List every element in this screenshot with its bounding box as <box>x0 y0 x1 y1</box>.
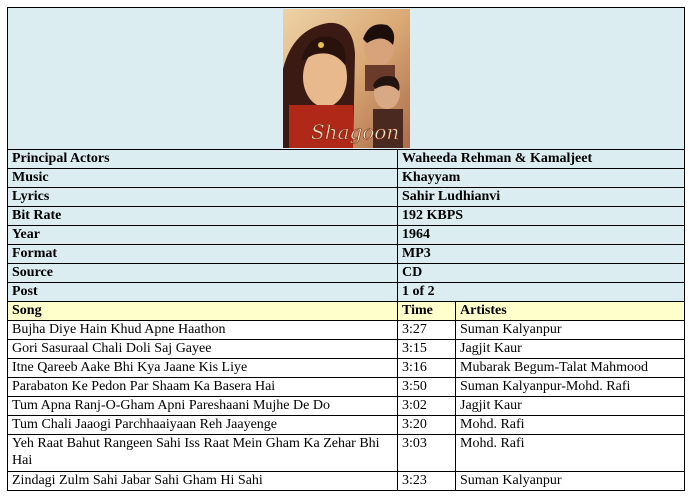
info-value: Khayyam <box>398 169 685 188</box>
song-time: 3:03 <box>398 435 456 472</box>
info-label: Bit Rate <box>8 207 398 226</box>
info-label: Music <box>8 169 398 188</box>
info-row-source <box>8 264 685 283</box>
info-row-post <box>8 283 685 302</box>
column-header-song: Song <box>8 302 398 321</box>
song-artistes: Suman Kalyanpur <box>456 321 685 340</box>
info-label: Source <box>8 264 398 283</box>
song-title: Gori Sasuraal Chali Doli Saj Gayee <box>8 340 398 359</box>
song-row <box>8 359 685 378</box>
cover-row <box>8 8 685 150</box>
song-row <box>8 435 685 472</box>
info-value: CD <box>398 264 685 283</box>
song-time: 3:02 <box>398 397 456 416</box>
info-row-year <box>8 226 685 245</box>
song-row <box>8 378 685 397</box>
info-row-format <box>8 245 685 264</box>
song-row <box>8 321 685 340</box>
info-row-principal-actors <box>8 150 685 169</box>
info-value: 1 of 2 <box>398 283 685 302</box>
song-row <box>8 340 685 359</box>
song-artistes: Jagjit Kaur <box>456 397 685 416</box>
song-title: Yeh Raat Bahut Rangeen Sahi Iss Raat Mein Gham Ka Zehar Bhi Hai <box>8 435 398 472</box>
song-artistes: Suman Kalyanpur <box>456 472 685 491</box>
album-cover-image <box>283 9 410 148</box>
song-artistes: Mohd. Rafi <box>456 435 685 472</box>
info-row-bit-rate <box>8 207 685 226</box>
info-label: Post <box>8 283 398 302</box>
info-value: MP3 <box>398 245 685 264</box>
song-artistes: Mubarak Begum-Talat Mahmood <box>456 359 685 378</box>
song-row <box>8 472 685 491</box>
column-header-artistes: Artistes <box>456 302 685 321</box>
song-time: 3:20 <box>398 416 456 435</box>
songs-header-row <box>8 302 685 321</box>
cover-title-text: Shagoon <box>310 120 399 144</box>
info-row-music <box>8 169 685 188</box>
info-label: Year <box>8 226 398 245</box>
song-row <box>8 416 685 435</box>
song-title: Bujha Diye Hain Khud Apne Haathon <box>8 321 398 340</box>
info-label: Principal Actors <box>8 150 398 169</box>
song-time: 3:27 <box>398 321 456 340</box>
song-title: Zindagi Zulm Sahi Jabar Sahi Gham Hi Sahi <box>8 472 398 491</box>
info-value: 1964 <box>398 226 685 245</box>
album-info-table <box>7 7 685 491</box>
column-header-time: Time <box>398 302 456 321</box>
song-title: Tum Apna Ranj-O-Gham Apni Pareshaani Mujhe De Do <box>8 397 398 416</box>
info-label: Lyrics <box>8 188 398 207</box>
song-time: 3:23 <box>398 472 456 491</box>
song-time: 3:50 <box>398 378 456 397</box>
song-artistes: Suman Kalyanpur-Mohd. Rafi <box>456 378 685 397</box>
song-time: 3:16 <box>398 359 456 378</box>
song-artistes: Mohd. Rafi <box>456 416 685 435</box>
song-title: Itne Qareeb Aake Bhi Kya Jaane Kis Liye <box>8 359 398 378</box>
info-value: 192 KBPS <box>398 207 685 226</box>
info-row-lyrics <box>8 188 685 207</box>
info-value: Waheeda Rehman & Kamaljeet <box>398 150 685 169</box>
song-time: 3:15 <box>398 340 456 359</box>
song-artistes: Jagjit Kaur <box>456 340 685 359</box>
song-title: Parabaton Ke Pedon Par Shaam Ka Basera Hai <box>8 378 398 397</box>
cover-cell <box>8 8 685 150</box>
song-row <box>8 397 685 416</box>
song-title: Tum Chali Jaaogi Parchhaaiyaan Reh Jaayenge <box>8 416 398 435</box>
info-value: Sahir Ludhianvi <box>398 188 685 207</box>
album-info-container <box>7 7 684 491</box>
info-label: Format <box>8 245 398 264</box>
